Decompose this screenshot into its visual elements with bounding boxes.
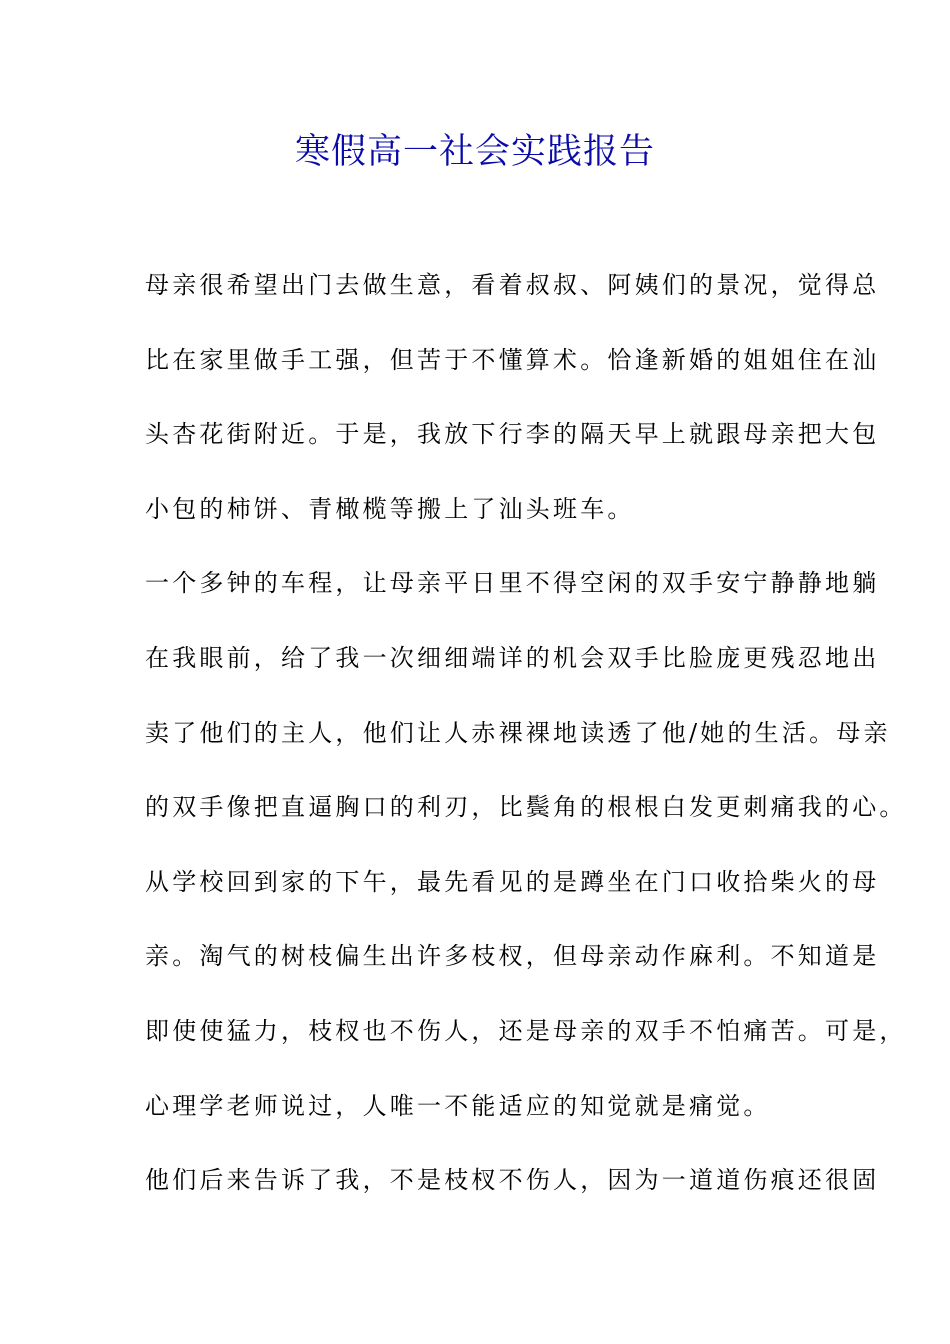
- body-line: 心理学老师说过，人唯一不能适应的知觉就是痛觉。: [145, 1091, 771, 1120]
- body-line: 的双手像把直逼胸口的利刃，比鬓角的根根白发更刺痛我的心。: [145, 793, 907, 822]
- body-line: 小包的柿饼、青橄榄等搬上了汕头班车。: [145, 494, 635, 523]
- document-body: [145, 264, 907, 1234]
- body-line: 从学校回到家的下午，最先看见的是蹲坐在门口收拾柴火的母: [145, 867, 880, 896]
- body-line: 他们后来告诉了我，不是枝杈不伤人，因为一道道伤痕还很固: [145, 1166, 880, 1195]
- document-title: 寒假高一社会实践报告: [294, 132, 655, 172]
- body-line: 一个多钟的车程，让母亲平日里不得空闲的双手安宁静静地躺: [145, 569, 880, 598]
- body-line: 头杏花街附近。于是，我放下行李的隔天早上就跟母亲把大包: [145, 420, 880, 449]
- body-line: 母亲很希望出门去做生意，看着叔叔、阿姨们的景况，觉得总: [145, 271, 880, 299]
- body-line: 即使使猛力，枝杈也不伤人，还是母亲的双手不怕痛苦。可是，: [145, 1016, 907, 1045]
- body-line: 在我眼前，给了我一次细细端详的机会双手比脸庞更残忍地出: [145, 643, 880, 672]
- body-line: 亲。淘气的树枝偏生出许多枝杈，但母亲动作麻利。不知道是: [145, 942, 880, 971]
- body-line: 比在家里做手工强，但苦于不懂算术。恰逢新婚的姐姐住在汕: [145, 345, 880, 374]
- body-line: 卖了他们的主人，他们让人赤裸裸地读透了他/她的生活。母亲: [145, 718, 891, 747]
